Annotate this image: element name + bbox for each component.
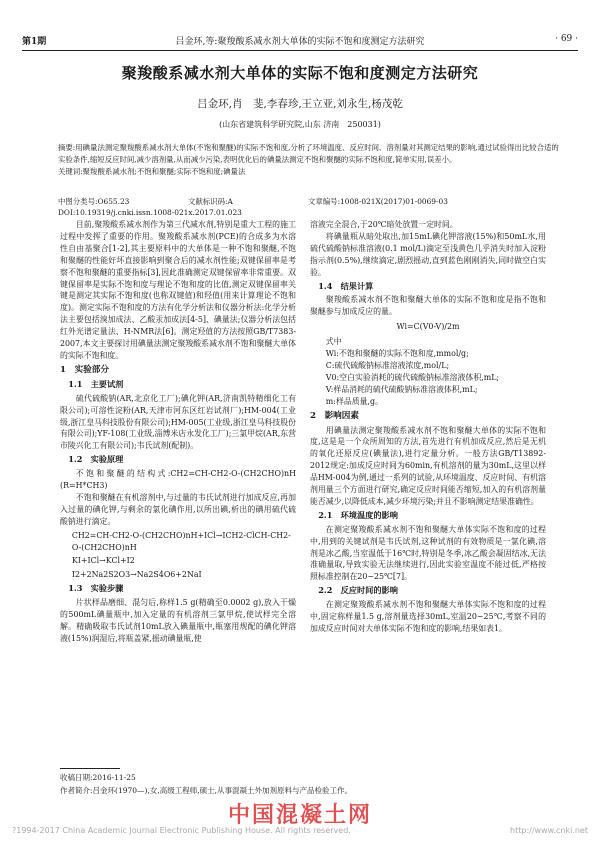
variable-definition: C:硫代硫酸钠标准溶液浓度,mol/L; [325,360,450,370]
subsection-heading: 1.3 实验步骤 [68,583,124,594]
calculation-paragraph: 聚羧酸系减水剂不饱和聚醚大单体的实际不饱和度是指不饱和聚醚参与加成反应的量。 [310,295,546,317]
article-number: 文章编号:1008-021X(2017)01-0069-03 [308,197,448,206]
reagents-paragraph: 硫代硫酸钠(AR,北京化工厂);碘化钾(AR,济南凯特精细化工有限公司);可溶性淀粉(AR,天津市河东区红岩试剂厂);HM-004(工业级,浙江皇马科技股份有限公司);HM-005(工业级,浙江皇马科技股份有限公司);YF-108(工业级,淄博米店永发化工厂);三氯甲烷(AR,东营市陵兴化工有限公司);韦氏试剂(配制)。 [60,393,296,451]
abstract-block [58,142,560,178]
keywords: 关键词:聚羧酸系减水剂;不饱和聚醚;实际不饱和度;碘量法 [58,167,246,176]
right-column [310,219,546,635]
classification-line [58,196,560,206]
cnki-url[interactable]: http://www.cnki.net [510,826,588,835]
section-heading: 2 影响因素 [310,410,359,421]
author-bio: 作者简介:吕金环(1970—),女,高级工程师,硕士,从事混凝土外加剂原料与产品检验工作。 [60,786,352,795]
subsection-heading: 1.1 主要试剂 [68,378,124,389]
left-column [60,219,304,645]
doi: DOI:10.19319/j.cnki.issn.1008-021x.2017.01.023 [58,208,242,217]
structure-formula: 不饱和聚醚的结构式:CH2=CH-CH2-O-(CH2CHO)nH (R=H*CH3) [60,469,304,491]
watermark-logo: 中国混凝土网 [227,803,372,828]
reaction-equation: I2+2Na2S2O3→Na2S4O6+2NaI [71,570,202,580]
header-rule [22,50,578,51]
article-title: 聚羧酸系减水剂大单体的实际不饱和度测定方法研究 [121,64,479,82]
temperature-paragraph: 在测定聚羧酸系减水剂不饱和聚醚大单体实际不饱和度的过程中,用到的关键试剂是韦氏试剂,这种试剂的有效物质是一氯化碘,溶剂是冰乙酸,当室温低于16℃时,特别是冬季,冰乙酸会凝固结冰,无法准确量取,导致实验无法继续进行,因此实验室温度不能过低,严格按照标准控制在20~25℃[7]。 [310,524,546,582]
subsection-heading: 2.1 环境温度的影响 [318,509,398,520]
variable-definition: V:样品消耗的硫代硫酸钠标准溶液体积,mL; [325,384,478,394]
affiliation: (山东省建筑科学研究院,山东 济南 250031) [219,120,381,129]
principle-paragraph: 不饱和聚醚在有机溶剂中,与过量的韦氏试剂进行加成反应,再加入过量的碘化钾,与剩余的氯化碘作用,以所出碘,析出的碘用硫代硫酸钠进行滴定。 [60,492,296,526]
subsection-heading: 2.2 反应时间的影响 [318,585,398,596]
clc-number: 中图分类号:O655.23 [58,197,130,206]
section-heading: 1 实验部分 [60,364,109,375]
issue-number: 第1期 [22,37,47,47]
intro-paragraph: 目前,聚羧酸系减水剂作为第三代减水剂,特别是重大工程的施工过程中发挥了重要的作用。聚羧酸系减水剂(PCE)的合成多为水溶性自由基聚合[1-2],其主要原料中的大单体是一种不饱和聚醚,不饱和聚醚的性能好坏直接影响到聚合后的减水剂性能;双键保留率是考察不饱和聚醚的重要指标[3],因此准确测定双键保留率非常重要。双键保留率是实际不饱和度与理论不饱和度的比值,测定双键保留率关键是测定其实际不饱和度(也称双键值)和羟值(用来计算理论不饱和度)。测定实际不饱和度的方法有化学分析法和仪器分析法:化学分析法主要包括溴加成法、乙酸汞加成法[4-5]、碘量法;仪器分析法包括红外光谱定量法、H-NMR法[6]。测定羟值的方法按照GB/T7383-2007,本文主要探讨用碘量法测定聚羧酸系减水剂不饱和聚醚大单体的实际不饱和度。 [60,220,296,360]
where-label: 式中 [325,337,342,347]
reaction-time-paragraph: 在测定聚羧酸系减水剂不饱和聚醚大单体实际不饱和度的过程中,固定称样量1.5 g,溶剂量选择30mL,室温20~25℃,考察不同的加成反应时间对大单体实际不饱和度的影响,结果如表1。 [310,600,546,633]
variable-definition: Wi:不饱和聚醚的实际不饱和度,mmol/g; [325,349,469,359]
unsaturation-formula: Wi=C(V0-V)/2m [396,322,460,332]
abstract-text: 摘要:用碘量法测定聚羧酸系减水剂大单体(不饱和聚醚)的实际不饱和度,分析了环境温度、反应时间、溶剂量对其测定结果的影响,通过试验得出比较合适的实验条件,缩短反应时间,减少溶剂量,从而减少污染,表明优化后的碘量法测定不饱和聚醚的实际不饱和度,简单实用,误差小。 [58,143,559,164]
page-number: · 69 · [555,34,578,44]
footnote-rule [60,768,120,769]
received-date: 收稿日期:2016-11-25 [60,773,136,782]
subsection-heading: 1.2 实验原理 [68,454,124,465]
variable-definition: m:样品质量,g。 [325,396,383,406]
subsection-heading: 1.4 结果计算 [318,280,374,291]
continued-paragraph: 溶液完全混合,于20℃暗处放置一定时间。 [310,220,458,229]
reaction-equation: CH2=CH-CH2-O-(CH2CHO)nH+ICl→ICH2-ClCH-CH2-O-(CH2CHO)nH [71,530,291,552]
document-code: 文献标识码:A [188,197,233,206]
running-title: 吕金环,等:聚羧酸系减水剂大单体的实际不饱和度测定方法研究 [175,37,425,47]
titration-paragraph: 将碘量瓶从暗处取出,加15mL碘化钾溶液(15%)和50mL水,用硫代硫酸钠标准溶液(0.1 mol/L)滴定至浅黄色几乎消失时加入淀粉指示剂(0.5%),继续滴定,剧烈摇动,直到蓝色刚刚消失,同时做空白实验。 [310,231,546,277]
copyright-text: ?1994-2017 China Academic Journal Electronic Publishing House. All rights reserved. [12,826,351,835]
running-header [22,34,578,50]
author-list: 吕金环,肖 斐,李春珍,王立亚,刘永生,杨茂乾 [197,98,403,110]
variable-definition: V0:空白实验消耗的硫代硫酸钠标准溶液体积,mL; [325,372,500,382]
steps-paragraph: 片状样品磨细、混匀后,称样1.5 g(精确至0.0002 g),放入干燥的500mL碘量瓶中,加入定量的有机溶剂三氯甲烷,使试样完全溶解。精确吸取韦氏试剂10mL放入碘量瓶中,瓶塞用规配的碘化钾溶液(15%)润湿后,将瓶盖紧,摇动碘量瓶,使 [60,598,296,643]
reaction-equation: KI+ICl→KCl+I2 [71,556,135,566]
factors-paragraph: 用碘量法测定聚羧酸系减水剂不饱和聚醚大单体的实际不饱和度,这是是一个众所周知的方法,首先进行有机加成反应,然后是无机的氧化还原反应(碘量法),进行定量分析。一般方法GB/T13892-2012规定:加成反应时间为60min,有机溶剂的量为30mL,这里以样品HM-004为例,通过一系列的试验,从环境温度、反应时间、有机溶剂用量三个方面进行研究,确定反应时间能否缩短,加入的有机溶剂量能否减少,以降低成本,减少环境污染;并且不影响测定结果准确性。 [310,425,546,506]
